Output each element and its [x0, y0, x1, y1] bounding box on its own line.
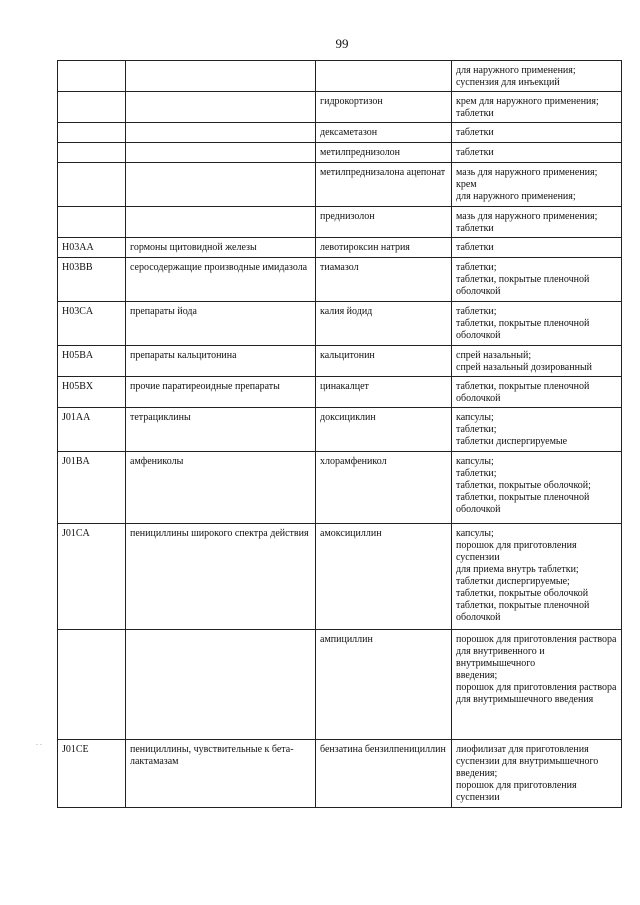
dosage-forms-cell [452, 524, 622, 630]
atc-code-cell: H03AA [58, 238, 126, 258]
pharma-group-cell [126, 92, 316, 123]
dosage-form-line: для наружного применения; [456, 65, 576, 76]
pharma-group-cell [126, 143, 316, 163]
table-row [58, 123, 622, 143]
dosage-form-line: мазь для наружного применения; [456, 211, 598, 222]
dosage-form-line: капсулы; [456, 456, 494, 467]
dosage-form-line: таблетки; [456, 468, 497, 479]
dosage-form-line: таблетки, покрытые оболочкой; [456, 480, 591, 491]
dosage-form-line: порошок для приготовления суспензии [456, 540, 577, 563]
table-body [58, 61, 622, 808]
pharma-group-cell [126, 163, 316, 207]
drug-table [57, 60, 622, 808]
pharma-group-cell: серосодержащие производные имидазола [126, 258, 316, 302]
table-row [58, 377, 622, 408]
pharma-group-cell: пенициллины широкого спектра действия [126, 524, 316, 630]
dosage-form-line: порошок для приготовления суспензии [456, 780, 577, 803]
pharma-group-cell: амфениколы [126, 452, 316, 524]
atc-code-cell: J01BA [58, 452, 126, 524]
dosage-form-line: введения; [456, 670, 498, 681]
dosage-form-line: таблетки, покрытые оболочкой [456, 588, 589, 599]
table-row [58, 524, 622, 630]
dosage-forms-cell [452, 408, 622, 452]
dosage-forms-cell [452, 143, 622, 163]
drug-name-cell: дексаметазон [316, 123, 452, 143]
dosage-form-line: таблетки диспергируемые; [456, 576, 570, 587]
table-row [58, 302, 622, 346]
drug-name-cell: доксициклин [316, 408, 452, 452]
dosage-form-line: таблетки диспергируемые [456, 436, 568, 447]
table-row [58, 346, 622, 377]
dosage-form-line: порошок для приготовления раствора [456, 634, 617, 645]
dosage-form-line: таблетки; [456, 424, 497, 435]
dosage-forms-cell [452, 123, 622, 143]
atc-code-cell [58, 92, 126, 123]
drug-name-cell: хлорамфеникол [316, 452, 452, 524]
pharma-group-cell: тетрациклины [126, 408, 316, 452]
drug-name-cell: кальцитонин [316, 346, 452, 377]
dosage-form-line: таблетки [456, 223, 494, 234]
table-row [58, 630, 622, 740]
dosage-form-line: мазь для наружного применения; [456, 167, 598, 178]
atc-code-cell: J01CE [58, 740, 126, 808]
dosage-form-line: таблетки [456, 108, 494, 119]
atc-code-cell [58, 163, 126, 207]
dosage-form-line: таблетки [456, 242, 494, 253]
atc-code-cell [58, 143, 126, 163]
drug-name-cell: бензатина бензилпенициллин [316, 740, 452, 808]
pharma-group-cell: пенициллины, чувствительные к бета-лактамазам [126, 740, 316, 808]
pharma-group-cell [126, 61, 316, 92]
dosage-form-line: таблетки [456, 127, 494, 138]
drug-name-cell: метилпреднизалона ацепонат [316, 163, 452, 207]
atc-code-cell: H03CA [58, 302, 126, 346]
dosage-form-line: спрей назальный; [456, 350, 532, 361]
drug-name-cell: цинакалцет [316, 377, 452, 408]
drug-name-cell: ампициллин [316, 630, 452, 740]
pharma-group-cell: гормоны щитовидной железы [126, 238, 316, 258]
dosage-form-line: крем для наружного применения; [456, 96, 599, 107]
dosage-form-line: таблетки [456, 147, 494, 158]
atc-code-cell: H05BX [58, 377, 126, 408]
atc-code-cell [58, 630, 126, 740]
dosage-forms-cell [452, 377, 622, 408]
dosage-form-line: таблетки, покрытые пленочной оболочкой [456, 381, 590, 404]
dosage-form-line: для наружного применения; [456, 191, 576, 202]
atc-code-cell [58, 207, 126, 238]
margin-mark: . . [36, 738, 42, 747]
dosage-form-line: спрей назальный дозированный [456, 362, 593, 373]
table-row [58, 740, 622, 808]
dosage-form-line: для внутримышечного введения [456, 694, 594, 705]
pharma-group-cell [126, 207, 316, 238]
atc-code-cell: J01CA [58, 524, 126, 630]
dosage-form-line: таблетки; [456, 306, 497, 317]
dosage-form-line: для внутривенного и внутримышечного [456, 646, 545, 669]
drug-name-cell: левотироксин натрия [316, 238, 452, 258]
dosage-form-line: таблетки, покрытые пленочной оболочкой [456, 600, 590, 623]
dosage-form-line: для приема внутрь таблетки; [456, 564, 579, 575]
dosage-forms-cell [452, 630, 622, 740]
table-row [58, 92, 622, 123]
dosage-forms-cell [452, 207, 622, 238]
table-row [58, 163, 622, 207]
drug-name-cell: калия йодид [316, 302, 452, 346]
dosage-form-line: порошок для приготовления раствора [456, 682, 617, 693]
dosage-forms-cell [452, 346, 622, 377]
pharma-group-cell [126, 123, 316, 143]
dosage-form-line: таблетки, покрытые пленочной оболочкой [456, 274, 590, 297]
dosage-forms-cell [452, 163, 622, 207]
dosage-forms-cell [452, 61, 622, 92]
table-row [58, 61, 622, 92]
pharma-group-cell: прочие паратиреоидные препараты [126, 377, 316, 408]
drug-name-cell [316, 61, 452, 92]
drug-name-cell: амоксициллин [316, 524, 452, 630]
table-row [58, 143, 622, 163]
atc-code-cell: H05BA [58, 346, 126, 377]
table-row [58, 408, 622, 452]
dosage-form-line: лиофилизат для приготовления суспензии для внутримышечного [456, 744, 599, 767]
pharma-group-cell: препараты кальцитонина [126, 346, 316, 377]
dosage-form-line: крем [456, 179, 477, 190]
dosage-form-line: введения; [456, 768, 498, 779]
drug-name-cell: преднизолон [316, 207, 452, 238]
dosage-forms-cell [452, 92, 622, 123]
dosage-form-line: капсулы; [456, 528, 494, 539]
dosage-forms-cell [452, 740, 622, 808]
table-row [58, 258, 622, 302]
dosage-form-line: таблетки, покрытые пленочной оболочкой [456, 492, 590, 515]
dosage-form-line: таблетки, покрытые пленочной оболочкой [456, 318, 590, 341]
dosage-form-line: капсулы; [456, 412, 494, 423]
dosage-form-line: суспензия для инъекций [456, 77, 560, 88]
pharma-group-cell [126, 630, 316, 740]
atc-code-cell: J01AA [58, 408, 126, 452]
atc-code-cell: H03BB [58, 258, 126, 302]
dosage-forms-cell [452, 302, 622, 346]
drug-name-cell: метилпреднизолон [316, 143, 452, 163]
table-row [58, 207, 622, 238]
dosage-form-line: таблетки; [456, 262, 497, 273]
table-row [58, 238, 622, 258]
page-number: 99 [335, 36, 349, 51]
drug-name-cell: гидрокортизон [316, 92, 452, 123]
dosage-forms-cell [452, 238, 622, 258]
atc-code-cell [58, 123, 126, 143]
dosage-forms-cell [452, 258, 622, 302]
table-row [58, 452, 622, 524]
pharma-group-cell: препараты йода [126, 302, 316, 346]
atc-code-cell [58, 61, 126, 92]
drug-name-cell: тиамазол [316, 258, 452, 302]
dosage-forms-cell [452, 452, 622, 524]
